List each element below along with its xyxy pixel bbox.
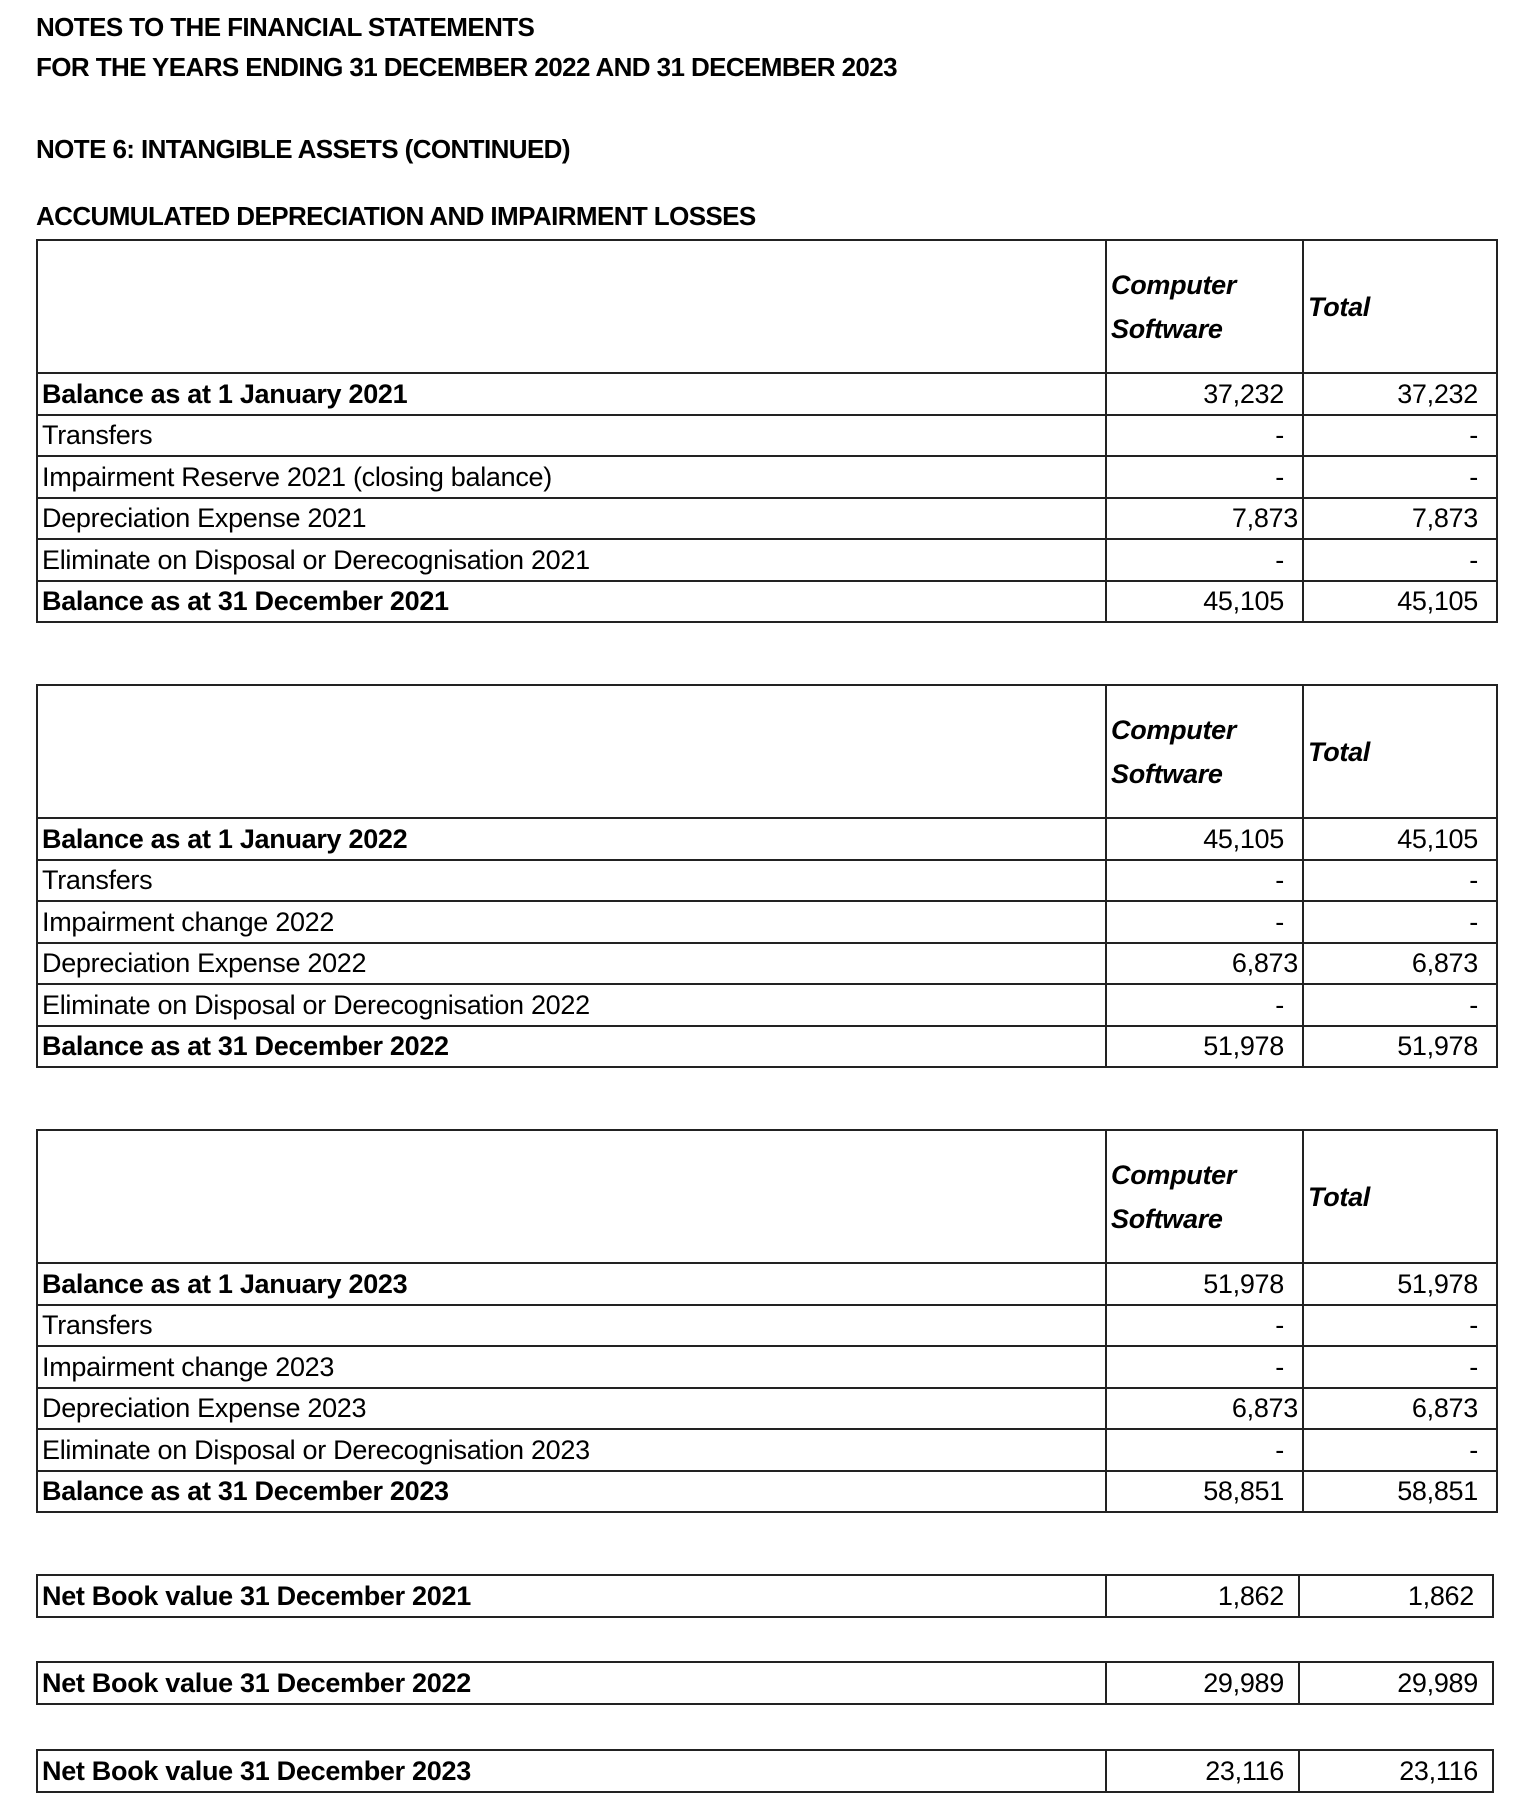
- net-book-value-2023: [36, 1749, 1494, 1793]
- table-row: [37, 373, 1497, 415]
- row-label: Net Book value 31 December 2021: [37, 1575, 1106, 1617]
- row-label: Impairment change 2022: [37, 901, 1106, 943]
- software-value: 51,978: [1106, 1026, 1303, 1068]
- software-value: 6,873: [1106, 1388, 1303, 1430]
- software-value: 29,989: [1106, 1662, 1299, 1704]
- total-value: 6,873: [1303, 943, 1497, 985]
- total-value: 7,873: [1303, 498, 1497, 540]
- software-value: 45,105: [1106, 818, 1303, 860]
- software-value: -: [1106, 456, 1303, 498]
- software-value: -: [1106, 860, 1303, 902]
- section-title: ACCUMULATED DEPRECIATION AND IMPAIRMENT LOSSES: [36, 201, 756, 231]
- row-label: Eliminate on Disposal or Derecognisation 2022: [37, 984, 1106, 1026]
- software-value: 45,105: [1106, 581, 1303, 623]
- header-text: Software: [1111, 758, 1223, 789]
- total-value: -: [1303, 984, 1497, 1026]
- row-label: Impairment Reserve 2021 (closing balance): [37, 456, 1106, 498]
- table-row: [37, 1388, 1497, 1430]
- software-value: 7,873: [1106, 498, 1303, 540]
- total-value: 45,105: [1303, 818, 1497, 860]
- table-row: [37, 984, 1497, 1026]
- row-label: Depreciation Expense 2022: [37, 943, 1106, 985]
- software-value: -: [1106, 1305, 1303, 1347]
- row-label: Net Book value 31 December 2023: [37, 1750, 1106, 1792]
- software-value: 6,873: [1106, 943, 1303, 985]
- table-row: [37, 901, 1497, 943]
- row-label: Eliminate on Disposal or Derecognisation 2023: [37, 1429, 1106, 1471]
- row-label: Balance as at 31 December 2023: [37, 1471, 1106, 1513]
- row-label: Transfers: [37, 1305, 1106, 1347]
- column-header-computer-software: [1106, 1130, 1303, 1263]
- accumulated-depreciation-table-2023: [36, 1129, 1498, 1513]
- table-header-row: [37, 1130, 1497, 1263]
- total-value: -: [1303, 1305, 1497, 1347]
- statement-title: NOTES TO THE FINANCIAL STATEMENTS: [36, 12, 535, 42]
- software-value: 37,232: [1106, 373, 1303, 415]
- total-value: 37,232: [1303, 373, 1497, 415]
- table-row: [37, 1471, 1497, 1513]
- software-value: -: [1106, 415, 1303, 457]
- table-row: [37, 456, 1497, 498]
- net-book-value-2021: [36, 1574, 1494, 1618]
- software-value: -: [1106, 1346, 1303, 1388]
- software-value: 23,116: [1106, 1750, 1299, 1792]
- row-label: Depreciation Expense 2023: [37, 1388, 1106, 1430]
- table-row: [37, 1575, 1493, 1617]
- column-header-total: Total: [1303, 685, 1497, 818]
- row-label: Net Book value 31 December 2022: [37, 1662, 1106, 1704]
- header-text: Computer: [1111, 269, 1237, 300]
- column-header-total: Total: [1303, 240, 1497, 373]
- table-row: [37, 1750, 1493, 1792]
- total-value: -: [1303, 456, 1497, 498]
- column-header-computer-software: [1106, 685, 1303, 818]
- total-value: 6,873: [1303, 1388, 1497, 1430]
- total-value: 45,105: [1303, 581, 1497, 623]
- row-label: Balance as at 1 January 2021: [37, 373, 1106, 415]
- total-value: 51,978: [1303, 1026, 1497, 1068]
- row-label: Balance as at 1 January 2023: [37, 1263, 1106, 1305]
- row-label: Balance as at 1 January 2022: [37, 818, 1106, 860]
- table-row: [37, 943, 1497, 985]
- row-label: Impairment change 2023: [37, 1346, 1106, 1388]
- row-label: Balance as at 31 December 2021: [37, 581, 1106, 623]
- table-row: [37, 498, 1497, 540]
- header-text: Computer: [1111, 714, 1237, 745]
- software-value: 1,862: [1106, 1575, 1299, 1617]
- table-row: [37, 415, 1497, 457]
- row-label: Depreciation Expense 2021: [37, 498, 1106, 540]
- table-row: [37, 539, 1497, 581]
- total-value: -: [1303, 415, 1497, 457]
- net-book-value-2022: [36, 1661, 1494, 1705]
- total-value: 58,851: [1303, 1471, 1497, 1513]
- statement-period: FOR THE YEARS ENDING 31 DECEMBER 2022 AND 31 DECEMBER 2023: [36, 52, 898, 82]
- table-row: [37, 860, 1497, 902]
- software-value: -: [1106, 984, 1303, 1026]
- total-value: -: [1303, 1429, 1497, 1471]
- header-blank-cell: [37, 1130, 1106, 1263]
- table-row: [37, 1662, 1493, 1704]
- note-title: NOTE 6: INTANGIBLE ASSETS (CONTINUED): [36, 134, 570, 164]
- column-header-computer-software: [1106, 240, 1303, 373]
- header-text: Software: [1111, 313, 1223, 344]
- total-value: -: [1303, 539, 1497, 581]
- total-value: 29,989: [1299, 1662, 1493, 1704]
- total-value: 1,862: [1299, 1575, 1493, 1617]
- header-blank-cell: [37, 240, 1106, 373]
- software-value: 58,851: [1106, 1471, 1303, 1513]
- table-row: [37, 1305, 1497, 1347]
- accumulated-depreciation-table-2021: [36, 239, 1498, 623]
- table-row: [37, 818, 1497, 860]
- row-label: Transfers: [37, 860, 1106, 902]
- total-value: -: [1303, 860, 1497, 902]
- table-row: [37, 1026, 1497, 1068]
- total-value: 51,978: [1303, 1263, 1497, 1305]
- software-value: -: [1106, 1429, 1303, 1471]
- table-row: [37, 1346, 1497, 1388]
- software-value: -: [1106, 901, 1303, 943]
- row-label: Balance as at 31 December 2022: [37, 1026, 1106, 1068]
- total-value: 23,116: [1299, 1750, 1493, 1792]
- software-value: -: [1106, 539, 1303, 581]
- header-text: Computer: [1111, 1159, 1237, 1190]
- total-value: -: [1303, 901, 1497, 943]
- table-header-row: [37, 685, 1497, 818]
- software-value: 51,978: [1106, 1263, 1303, 1305]
- accumulated-depreciation-table-2022: [36, 684, 1498, 1068]
- total-value: -: [1303, 1346, 1497, 1388]
- table-row: [37, 1263, 1497, 1305]
- table-header-row: [37, 240, 1497, 373]
- table-row: [37, 1429, 1497, 1471]
- row-label: Eliminate on Disposal or Derecognisation 2021: [37, 539, 1106, 581]
- column-header-total: Total: [1303, 1130, 1497, 1263]
- table-row: [37, 581, 1497, 623]
- header-blank-cell: [37, 685, 1106, 818]
- row-label: Transfers: [37, 415, 1106, 457]
- header-text: Software: [1111, 1203, 1223, 1234]
